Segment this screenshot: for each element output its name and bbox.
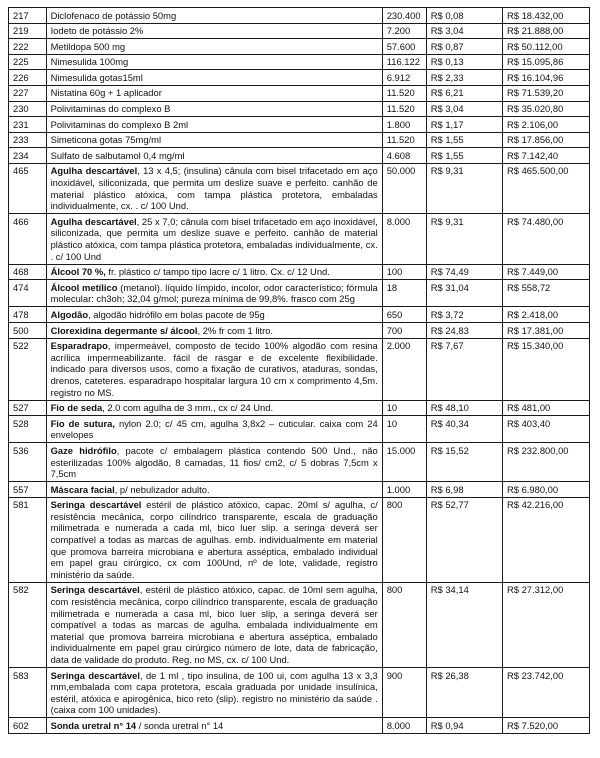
total-price: R$ 6.980,00 bbox=[506, 483, 559, 495]
unit-price-cell bbox=[426, 70, 502, 86]
table-row bbox=[9, 8, 590, 24]
table-row bbox=[9, 39, 590, 55]
unit-price: R$ 48,10 bbox=[430, 402, 469, 414]
unit-price-cell bbox=[426, 307, 502, 323]
total-price-cell bbox=[502, 101, 589, 117]
quantity-cell bbox=[382, 280, 426, 307]
quantity-cell bbox=[382, 497, 426, 582]
item-number: 478 bbox=[13, 308, 29, 320]
quantity-cell bbox=[382, 70, 426, 86]
unit-price-cell bbox=[426, 85, 502, 101]
quantity-cell bbox=[382, 132, 426, 148]
item-number: 581 bbox=[13, 499, 29, 511]
quantity: 116.122 bbox=[386, 56, 420, 68]
description-cell bbox=[46, 264, 382, 280]
item-number-cell bbox=[9, 482, 47, 498]
total-price-cell bbox=[502, 668, 589, 718]
product-description: Iodeto de potássio 2% bbox=[50, 25, 144, 37]
unit-price: R$ 0,13 bbox=[430, 56, 464, 68]
total-price: R$ 403,40 bbox=[506, 417, 551, 429]
unit-price-cell bbox=[426, 443, 502, 482]
description-cell bbox=[46, 668, 382, 718]
unit-price: R$ 6,21 bbox=[430, 87, 464, 99]
quantity: 6.912 bbox=[386, 71, 411, 83]
unit-price: R$ 31,04 bbox=[430, 281, 469, 293]
item-number-cell bbox=[9, 718, 47, 734]
item-number: 522 bbox=[13, 340, 29, 352]
product-name: Seringa descartável bbox=[50, 669, 140, 681]
unit-price-cell bbox=[426, 23, 502, 39]
table-row bbox=[9, 280, 590, 307]
unit-price-cell bbox=[426, 482, 502, 498]
total-price: R$ 74.480,00 bbox=[506, 215, 564, 227]
quantity-cell bbox=[382, 264, 426, 280]
table-row bbox=[9, 497, 590, 582]
quantity: 57.600 bbox=[386, 40, 416, 52]
item-number: 226 bbox=[13, 71, 29, 83]
product-description: Nistatina 60g + 1 aplicador bbox=[50, 87, 162, 99]
quantity: 1.000 bbox=[386, 483, 411, 495]
item-number-cell bbox=[9, 497, 47, 582]
product-description: , estéril de plástico atóxico, capac. de 10ml sem agulha, com resistência mecânica, corpo cilíndrico transparente, escala de graduação milimetrada e numerada a casa ml, bico luer slip, a seringa deverá ser compatível a todas as marcas de agulha. embalada individualmente em material que promova barreira microbiana e abertura asséptica, embalado individualmente em papel grau cirúrgico número de lote, data de fabricação, data de validade do produto. Reg. no MS, cx. c/ 100 Und. bbox=[50, 584, 378, 665]
description-cell bbox=[46, 307, 382, 323]
unit-price: R$ 9,31 bbox=[430, 165, 464, 177]
product-name: Fio de sutura, bbox=[50, 417, 115, 429]
unit-price-cell bbox=[426, 582, 502, 667]
table-row bbox=[9, 163, 590, 213]
item-number-cell bbox=[9, 85, 47, 101]
product-description: , 25 x 7,0; cânula com bisel trifacetado em aço inoxidável, siliconizada, que permita um deslize suave e perfeito. canhão de material plástico atóxica, com tampa plástica protetora, embaladas individualmente, cx. . c/ 100 Und bbox=[50, 215, 378, 262]
item-number: 536 bbox=[13, 444, 29, 456]
item-number: 528 bbox=[13, 417, 29, 429]
total-price: R$ 23.742,00 bbox=[506, 669, 564, 681]
quantity-cell bbox=[382, 400, 426, 416]
item-number-cell bbox=[9, 132, 47, 148]
item-number-cell bbox=[9, 214, 47, 264]
unit-price: R$ 0,87 bbox=[430, 40, 464, 52]
price-table bbox=[8, 7, 590, 734]
total-price-cell bbox=[502, 497, 589, 582]
unit-price-cell bbox=[426, 117, 502, 133]
total-price: R$ 7.520,00 bbox=[506, 719, 559, 731]
product-name: Seringa descartável bbox=[50, 584, 140, 596]
description-cell bbox=[46, 214, 382, 264]
item-number-cell bbox=[9, 338, 47, 400]
quantity: 18 bbox=[386, 281, 398, 293]
description-cell bbox=[46, 582, 382, 667]
item-number: 230 bbox=[13, 103, 29, 115]
item-number: 465 bbox=[13, 165, 29, 177]
product-name: Algodão bbox=[50, 308, 89, 320]
table-row bbox=[9, 23, 590, 39]
description-cell bbox=[46, 443, 382, 482]
product-description: / sonda uretral n° 14 bbox=[136, 719, 224, 731]
quantity: 650 bbox=[386, 308, 403, 320]
item-number-cell bbox=[9, 323, 47, 339]
total-price: R$ 7.142,40 bbox=[506, 149, 559, 161]
description-cell bbox=[46, 400, 382, 416]
total-price: R$ 16.104,96 bbox=[506, 71, 564, 83]
table-row bbox=[9, 132, 590, 148]
quantity-cell bbox=[382, 23, 426, 39]
item-number-cell bbox=[9, 280, 47, 307]
unit-price-cell bbox=[426, 132, 502, 148]
total-price: R$ 2.418,00 bbox=[506, 308, 559, 320]
item-number-cell bbox=[9, 8, 47, 24]
product-name: Máscara facial bbox=[50, 483, 115, 495]
total-price: R$ 18.432,00 bbox=[506, 9, 564, 21]
total-price: R$ 42.216,00 bbox=[506, 499, 564, 511]
product-name: Clorexidina degermante s/ álcool bbox=[50, 324, 198, 336]
description-cell bbox=[46, 497, 382, 582]
quantity: 8.000 bbox=[386, 215, 411, 227]
product-description: Polivitaminas do complexo B 2ml bbox=[50, 118, 189, 130]
quantity: 1.800 bbox=[386, 118, 411, 130]
product-description: (metanol). líquido límpido, incolor, odor característico; fórmula molecular: ch3oh; 32,04 g/mol; pureza mínima de 99,8%. frasco com 25g bbox=[50, 281, 378, 305]
unit-price: R$ 0,08 bbox=[430, 9, 464, 21]
description-cell bbox=[46, 54, 382, 70]
quantity: 100 bbox=[386, 266, 403, 278]
total-price-cell bbox=[502, 148, 589, 164]
product-name: Álcool 70 %, bbox=[50, 266, 106, 278]
item-number: 583 bbox=[13, 669, 29, 681]
unit-price: R$ 3,04 bbox=[430, 103, 464, 115]
unit-price: R$ 24,83 bbox=[430, 324, 469, 336]
item-number-cell bbox=[9, 400, 47, 416]
unit-price: R$ 1,55 bbox=[430, 149, 464, 161]
table-row bbox=[9, 323, 590, 339]
description-cell bbox=[46, 338, 382, 400]
item-number: 222 bbox=[13, 40, 29, 52]
product-description: Nimesulida 100mg bbox=[50, 56, 129, 68]
unit-price-cell bbox=[426, 718, 502, 734]
item-number-cell bbox=[9, 23, 47, 39]
unit-price-cell bbox=[426, 54, 502, 70]
description-cell bbox=[46, 70, 382, 86]
unit-price: R$ 2,33 bbox=[430, 71, 464, 83]
product-name: Seringa descartável bbox=[50, 499, 142, 511]
unit-price-cell bbox=[426, 497, 502, 582]
price-table-body bbox=[9, 8, 590, 734]
unit-price-cell bbox=[426, 39, 502, 55]
quantity-cell bbox=[382, 482, 426, 498]
item-number-cell bbox=[9, 101, 47, 117]
item-number-cell bbox=[9, 416, 47, 443]
product-description: estéril de plástico atóxico, capac. 20ml s/ agulha, c/ resistência mecânica, corpo cilíndrico transparente, escala de graduação milimetrada e numerada a cada ml, bico luer slip. a seringa deverá ser compatível a todas as marcas de agulhas. emb. individualmente em material que promova barreira microbiana e abertura asséptica, embalado individual em papel grau cirúrgico, cx com 100Und, nº de lote, validade, registro ministério da saúde. bbox=[50, 499, 378, 580]
product-name: Agulha descartável bbox=[50, 165, 138, 177]
quantity-cell bbox=[382, 323, 426, 339]
description-cell bbox=[46, 718, 382, 734]
table-row bbox=[9, 338, 590, 400]
total-price: R$ 71.539,20 bbox=[506, 87, 564, 99]
product-description: , 2.0 com agulha de 3 mm., cx c/ 24 Und. bbox=[102, 402, 274, 414]
quantity-cell bbox=[382, 307, 426, 323]
product-description: Metildopa 500 mg bbox=[50, 40, 126, 52]
unit-price-cell bbox=[426, 214, 502, 264]
quantity-cell bbox=[382, 117, 426, 133]
description-cell bbox=[46, 132, 382, 148]
total-price: R$ 232.800,00 bbox=[506, 444, 569, 456]
product-description: , algodão hidrófilo em bolas pacote de 95g bbox=[88, 308, 265, 320]
item-number: 500 bbox=[13, 324, 29, 336]
total-price-cell bbox=[502, 132, 589, 148]
total-price-cell bbox=[502, 54, 589, 70]
unit-price-cell bbox=[426, 101, 502, 117]
total-price-cell bbox=[502, 70, 589, 86]
total-price-cell bbox=[502, 163, 589, 213]
unit-price-cell bbox=[426, 338, 502, 400]
item-number-cell bbox=[9, 668, 47, 718]
unit-price-cell bbox=[426, 264, 502, 280]
quantity-cell bbox=[382, 85, 426, 101]
quantity-cell bbox=[382, 148, 426, 164]
quantity: 800 bbox=[386, 584, 403, 596]
item-number: 234 bbox=[13, 149, 29, 161]
quantity: 8.000 bbox=[386, 719, 411, 731]
quantity: 900 bbox=[386, 669, 403, 681]
total-price-cell bbox=[502, 117, 589, 133]
product-name: Sonda uretral n° 14 bbox=[50, 719, 137, 731]
item-number-cell bbox=[9, 582, 47, 667]
description-cell bbox=[46, 101, 382, 117]
product-name: Agulha descartável bbox=[50, 215, 137, 227]
table-row bbox=[9, 582, 590, 667]
total-price-cell bbox=[502, 85, 589, 101]
unit-price: R$ 15,52 bbox=[430, 444, 469, 456]
unit-price: R$ 6,98 bbox=[430, 483, 464, 495]
total-price: R$ 35.020,80 bbox=[506, 103, 564, 115]
description-cell bbox=[46, 39, 382, 55]
quantity-cell bbox=[382, 416, 426, 443]
product-description: Sulfato de salbutamol 0,4 mg/ml bbox=[50, 149, 185, 161]
total-price-cell bbox=[502, 264, 589, 280]
total-price-cell bbox=[502, 280, 589, 307]
total-price-cell bbox=[502, 23, 589, 39]
quantity: 50.000 bbox=[386, 165, 416, 177]
product-name: Fio de seda bbox=[50, 402, 103, 414]
item-number: 474 bbox=[13, 281, 29, 293]
item-number-cell bbox=[9, 443, 47, 482]
item-number-cell bbox=[9, 54, 47, 70]
product-description: , 13 x 4,5; (insulina) cânula com bisel trifacetado em aço inoxidável, siliconizada, que permita um deslize suave e perfeito. canhão de material plástico atóxica, com tampa plástica protetora, embaladas individualmente, cx. . c/ 100 Und. bbox=[50, 165, 378, 212]
item-number-cell bbox=[9, 117, 47, 133]
table-row bbox=[9, 443, 590, 482]
unit-price: R$ 34,14 bbox=[430, 584, 469, 596]
unit-price-cell bbox=[426, 400, 502, 416]
description-cell bbox=[46, 8, 382, 24]
quantity: 11.520 bbox=[386, 103, 415, 115]
product-description: , impermeável, composto de tecido 100% algodão com resina acrílica impermeabilizante. fácil de rasgar e de excelente flexibilidade. indicado para diversos usos, como a fixação de curativos, ataduras, sondas, drenos, cateteres. esparadrapo hospitalar largura 10 cm x comprimento 4,5m. registro no MS. bbox=[50, 340, 378, 398]
total-price: R$ 21.888,00 bbox=[506, 25, 564, 37]
table-row bbox=[9, 307, 590, 323]
total-price: R$ 27.312,00 bbox=[506, 584, 564, 596]
table-row bbox=[9, 718, 590, 734]
item-number: 225 bbox=[13, 56, 29, 68]
quantity: 700 bbox=[386, 324, 403, 336]
item-number: 468 bbox=[13, 266, 29, 278]
product-description: , p/ nebulizador adulto. bbox=[114, 483, 210, 495]
item-number-cell bbox=[9, 264, 47, 280]
table-row bbox=[9, 400, 590, 416]
quantity: 10 bbox=[386, 402, 398, 414]
table-row bbox=[9, 54, 590, 70]
unit-price: R$ 3,04 bbox=[430, 25, 464, 37]
total-price: R$ 7.449,00 bbox=[506, 266, 559, 278]
product-description: fr. plástico c/ tampo tipo lacre c/ 1 litro. Cx. c/ 12 Und. bbox=[105, 266, 330, 278]
table-row bbox=[9, 264, 590, 280]
table-row bbox=[9, 117, 590, 133]
table-row bbox=[9, 101, 590, 117]
quantity: 10 bbox=[386, 417, 398, 429]
product-description: nylon 2.0; c/ 45 cm, agulha 3,8x2 – cuticular. caixa com 24 envelopes bbox=[50, 417, 378, 441]
total-price: R$ 2.106,00 bbox=[506, 118, 559, 130]
product-description: Simeticona gotas 75mg/ml bbox=[50, 134, 162, 146]
total-price-cell bbox=[502, 8, 589, 24]
item-number: 233 bbox=[13, 134, 29, 146]
total-price: R$ 481,00 bbox=[506, 402, 551, 414]
unit-price-cell bbox=[426, 8, 502, 24]
quantity-cell bbox=[382, 338, 426, 400]
description-cell bbox=[46, 23, 382, 39]
description-cell bbox=[46, 482, 382, 498]
item-number: 602 bbox=[13, 719, 29, 731]
total-price-cell bbox=[502, 307, 589, 323]
quantity-cell bbox=[382, 54, 426, 70]
total-price: R$ 465.500,00 bbox=[506, 165, 569, 177]
unit-price: R$ 26,38 bbox=[430, 669, 469, 681]
product-name: Esparadrapo bbox=[50, 340, 108, 352]
total-price-cell bbox=[502, 443, 589, 482]
total-price-cell bbox=[502, 718, 589, 734]
total-price: R$ 558,72 bbox=[506, 281, 551, 293]
item-number: 217 bbox=[13, 9, 29, 21]
unit-price-cell bbox=[426, 323, 502, 339]
product-description: , pacote c/ embalagem plástica contendo 500 Und., não esterilizadas 100% algodão, 8 camadas, 11 fios/ cm2, c/ 5 dobras 7,5cm x 7,5cm bbox=[50, 444, 378, 480]
quantity: 800 bbox=[386, 499, 403, 511]
unit-price: R$ 3,72 bbox=[430, 308, 464, 320]
unit-price-cell bbox=[426, 280, 502, 307]
unit-price: R$ 40,34 bbox=[430, 417, 469, 429]
table-row bbox=[9, 416, 590, 443]
table-row bbox=[9, 668, 590, 718]
unit-price-cell bbox=[426, 668, 502, 718]
quantity: 7.200 bbox=[386, 25, 411, 37]
unit-price-cell bbox=[426, 163, 502, 213]
product-description: , de 1 ml , tipo insulina, de 100 ui, com agulha 13 x 3,3 mm,embalada com capa protetora, escala graduada por unidade insulínica, estéril, atóxica e apirogênica, bico reto (slip). registro no ministério da saúde .(caixa com 100 unidades). bbox=[50, 669, 378, 716]
quantity: 4.608 bbox=[386, 149, 411, 161]
quantity-cell bbox=[382, 443, 426, 482]
table-row bbox=[9, 214, 590, 264]
total-price-cell bbox=[502, 482, 589, 498]
description-cell bbox=[46, 416, 382, 443]
product-description: Diclofenaco de potássio 50mg bbox=[50, 9, 177, 21]
description-cell bbox=[46, 323, 382, 339]
product-description: Nimesulida gotas15ml bbox=[50, 71, 143, 83]
total-price: R$ 15.095,86 bbox=[506, 56, 564, 68]
quantity-cell bbox=[382, 101, 426, 117]
unit-price-cell bbox=[426, 148, 502, 164]
total-price-cell bbox=[502, 416, 589, 443]
description-cell bbox=[46, 85, 382, 101]
total-price-cell bbox=[502, 214, 589, 264]
quantity: 11.520 bbox=[386, 134, 415, 146]
quantity-cell bbox=[382, 8, 426, 24]
quantity: 230.400 bbox=[386, 9, 421, 21]
item-number-cell bbox=[9, 163, 47, 213]
quantity: 2.000 bbox=[386, 340, 411, 352]
quantity-cell bbox=[382, 582, 426, 667]
total-price-cell bbox=[502, 338, 589, 400]
item-number: 466 bbox=[13, 215, 29, 227]
description-cell bbox=[46, 163, 382, 213]
table-row bbox=[9, 70, 590, 86]
item-number: 219 bbox=[13, 25, 29, 37]
product-name: Álcool metílico bbox=[50, 281, 118, 293]
quantity-cell bbox=[382, 214, 426, 264]
total-price: R$ 17.381,00 bbox=[506, 324, 564, 336]
item-number: 527 bbox=[13, 402, 29, 414]
table-row bbox=[9, 148, 590, 164]
product-name: Gaze hidrófilo bbox=[50, 444, 117, 456]
total-price-cell bbox=[502, 39, 589, 55]
unit-price: R$ 74,49 bbox=[430, 266, 469, 278]
total-price-cell bbox=[502, 400, 589, 416]
table-row bbox=[9, 482, 590, 498]
total-price: R$ 50.112,00 bbox=[506, 40, 563, 52]
product-description: Polivitaminas do complexo B bbox=[50, 103, 171, 115]
item-number-cell bbox=[9, 307, 47, 323]
item-number: 557 bbox=[13, 483, 29, 495]
item-number-cell bbox=[9, 39, 47, 55]
total-price: R$ 17.856,00 bbox=[506, 134, 564, 146]
unit-price-cell bbox=[426, 416, 502, 443]
total-price: R$ 15.340,00 bbox=[506, 340, 564, 352]
item-number: 582 bbox=[13, 584, 29, 596]
unit-price: R$ 52,77 bbox=[430, 499, 469, 511]
total-price-cell bbox=[502, 582, 589, 667]
unit-price: R$ 1,17 bbox=[430, 118, 464, 130]
quantity-cell bbox=[382, 39, 426, 55]
quantity-cell bbox=[382, 718, 426, 734]
quantity-cell bbox=[382, 668, 426, 718]
quantity: 11.520 bbox=[386, 87, 415, 99]
description-cell bbox=[46, 117, 382, 133]
unit-price: R$ 9,31 bbox=[430, 215, 464, 227]
total-price-cell bbox=[502, 323, 589, 339]
product-description: , 2% fr com 1 litro. bbox=[197, 324, 274, 336]
quantity: 15.000 bbox=[386, 444, 416, 456]
table-row bbox=[9, 85, 590, 101]
unit-price: R$ 1,55 bbox=[430, 134, 464, 146]
unit-price: R$ 7,67 bbox=[430, 340, 464, 352]
description-cell bbox=[46, 148, 382, 164]
quantity-cell bbox=[382, 163, 426, 213]
unit-price: R$ 0,94 bbox=[430, 719, 464, 731]
item-number-cell bbox=[9, 148, 47, 164]
item-number: 227 bbox=[13, 87, 29, 99]
item-number: 231 bbox=[13, 118, 29, 130]
description-cell bbox=[46, 280, 382, 307]
item-number-cell bbox=[9, 70, 47, 86]
